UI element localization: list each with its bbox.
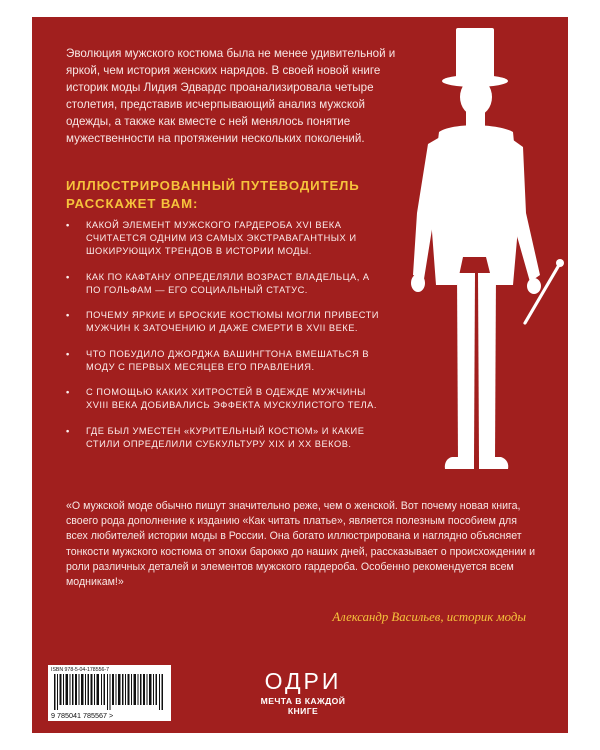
barcode-box (48, 665, 171, 721)
isbn-label: ISBN 978-5-04-178556-7 (51, 667, 109, 673)
bullet-marker: • (66, 310, 70, 320)
bullet-marker: • (66, 348, 70, 359)
publisher-tagline: МЕЧТА В КАЖДОЙ КНИГЕ (260, 696, 346, 716)
guide-bullet-text: ПОЧЕМУ ЯРКИЕ И БРОСКИЕ КОСТЮМЫ МОГЛИ ПРИВЕСТИ МУЖЧИН К ЗАТОЧЕНИЮ И ДАЖЕ СМЕРТИ В XVII ВЕКЕ. (86, 310, 379, 333)
publisher-logo (218, 669, 388, 716)
guide-bullet-text: КАК ПО КАФТАНУ ОПРЕДЕЛЯЛИ ВОЗРАСТ ВЛАДЕЛЬЦА, А ПО ГОЛЬФАМ — ЕГО СОЦИАЛЬНЫЙ СТАТУС. (86, 271, 370, 295)
quote-author: Александр Васильев, историк моды (332, 610, 526, 624)
guide-bullet-item (66, 425, 386, 451)
guide-bullet-text: ЧТО ПОБУДИЛО ДЖОРДЖА ВАШИНГТОНА ВМЕШАТЬСЯ В МОДУ С ПЕРВЫХ МЕСЯЦЕВ ЕГО ПРАВЛЕНИЯ. (86, 348, 370, 372)
intro-paragraph: Эволюция мужского костюма была не менее удивительной и яркой, чем история женских нарядов. В своей новой книге историк моды Лидия Эдвардс проанализировала четыре столетия, представив исчерпывающий анализ мужской одежды, а также как вместе с ней менялось понятие мужественности на протяжении нескольких поколений. (66, 47, 396, 145)
guide-bullet-item (66, 348, 386, 374)
guide-bullet-item (66, 386, 386, 412)
barcode-icon (54, 674, 165, 710)
guide-bullet-text: КАКОЙ ЭЛЕМЕНТ МУЖСКОГО ГАРДЕРОБА XVI ВЕКА СЧИТАЕТСЯ ОДНИМ ИЗ САМЫХ ЭКСТРАВАГАНТНЫХ И ШОКИРУЮЩИХ ТРЕНДОВ В ИСТОРИИ МОДЫ. (86, 220, 357, 256)
guide-bullet-text: ГДЕ БЫЛ УМЕСТЕН «КУРИТЕЛЬНЫЙ КОСТЮМ» И КАКИЕ СТИЛИ ОПРЕДЕЛИЛИ СУБКУЛЬТУРУ XIX И XX ВЕКОВ. (86, 425, 365, 449)
bullet-marker: • (66, 425, 70, 436)
bullet-marker: • (66, 220, 70, 230)
guide-bullet-text: С ПОМОЩЬЮ КАКИХ ХИТРОСТЕЙ В ОДЕЖДЕ МУЖЧИНЫ XVIII ВЕКА ДОБИВАЛИСЬ ЭФФЕКТА МУСКУЛИСТОГО ТЕЛА. (86, 387, 377, 410)
review-quote: «О мужской моде обычно пишут значительно реже, чем о женской. Вот почему новая книга, своего рода дополнение к изданию «Как читать платье», является полезным пособием для всех любителей истории моды в России. Она богато иллюстрирована и наглядно объясняет тонкости мужского костюма от эпохи барокко до наших дней, рассказывает о происхождении и роли различных деталей и элементов мужского гардероба. Особенно рекомендуется всем модникам!» (66, 500, 536, 589)
guide-bullet-item (66, 309, 386, 335)
guide-bullet-item (66, 271, 386, 297)
guide-bullet-list (66, 219, 386, 463)
barcode-digits: 9 785041 785567 > (51, 711, 114, 720)
bullet-marker: • (66, 271, 70, 282)
guide-heading: ИЛЛЮСТРИРОВАННЫЙ ПУТЕВОДИТЕЛЬ РАССКАЖЕТ ВАМ: (66, 178, 360, 211)
bullet-marker: • (66, 387, 70, 397)
publisher-name: ОДРИ (264, 668, 342, 694)
guide-bullet-item (66, 219, 386, 258)
gentleman-top-hat-cane-silhouette-icon (397, 17, 568, 487)
book-back-cover (32, 17, 568, 733)
